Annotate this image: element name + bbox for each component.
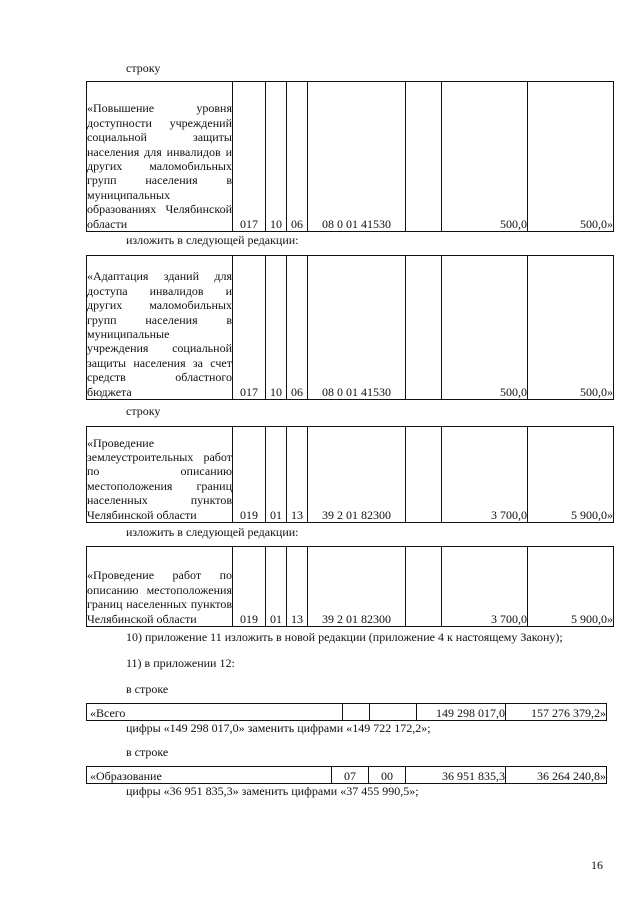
row-value-1: 500,0	[442, 82, 528, 232]
row-subsection-code: 06	[287, 256, 308, 400]
row-empty-cell	[406, 547, 442, 627]
empty-cell	[343, 704, 370, 721]
budget-row-table-2	[86, 255, 614, 400]
education-row-table	[86, 766, 607, 784]
row-section-code: 01	[266, 427, 287, 523]
row-section-code: 10	[266, 256, 287, 400]
label-in-row-2: в строке	[126, 745, 169, 759]
row-name: «Проведение землеустроительных работ по описанию местоположения границ населенных пунктов Челябинской области	[87, 427, 233, 523]
paragraph-10: 10) приложение 11 изложить в новой редакции (приложение 4 к настоящему Закону);	[126, 630, 563, 644]
row-section-code: 10	[266, 82, 287, 232]
label-new-edition-1: изложить в следующей редакции:	[126, 233, 299, 247]
label-new-edition-2: изложить в следующей редакции:	[126, 525, 299, 539]
empty-cell	[370, 704, 417, 721]
row-empty-cell	[406, 427, 442, 523]
budget-row-table-1	[86, 81, 614, 232]
total-value-1: 149 298 017,0	[417, 704, 506, 721]
row-value-2: 5 900,0»	[528, 547, 614, 627]
label-row-1: строку	[126, 61, 161, 75]
row-empty-cell	[406, 256, 442, 400]
education-subsection-code: 00	[369, 767, 406, 784]
label-in-row-1: в строке	[126, 682, 169, 696]
paragraph-11: 11) в приложении 12:	[126, 656, 235, 670]
row-ministry-code: 019	[233, 547, 266, 627]
row-target-code: 08 0 01 41530	[308, 82, 406, 232]
education-value-1: 36 951 835,3	[406, 767, 506, 784]
row-target-code: 08 0 01 41530	[308, 256, 406, 400]
row-subsection-code: 13	[287, 547, 308, 627]
page-number: 16	[591, 858, 603, 872]
row-ministry-code: 019	[233, 427, 266, 523]
row-value-1: 500,0	[442, 256, 528, 400]
label-row-2: строку	[126, 404, 161, 418]
row-empty-cell	[406, 82, 442, 232]
row-value-1: 3 700,0	[442, 547, 528, 627]
row-subsection-code: 06	[287, 82, 308, 232]
row-name: «Адаптация зданий для доступа инвалидов и других маломобильных групп населения в муниципальные учреждения социальной защиты населения за счет средств областного бюджета	[87, 256, 233, 400]
row-name: «Повышение уровня доступности учреждений социальной защиты населения для инвалидов и других маломобильных групп населения в муниципальных образованиях Челябинской области	[87, 82, 233, 232]
change-text-2: цифры «36 951 835,3» заменить цифрами «37 455 990,5»;	[126, 784, 419, 798]
row-section-code: 01	[266, 547, 287, 627]
total-label: «Всего	[87, 704, 343, 721]
row-ministry-code: 017	[233, 256, 266, 400]
row-ministry-code: 017	[233, 82, 266, 232]
row-target-code: 39 2 01 82300	[308, 547, 406, 627]
total-value-2: 157 276 379,2»	[506, 704, 607, 721]
row-target-code: 39 2 01 82300	[308, 427, 406, 523]
education-section-code: 07	[332, 767, 369, 784]
change-text-1: цифры «149 298 017,0» заменить цифрами «149 722 172,2»;	[126, 721, 431, 735]
row-value-2: 500,0»	[528, 82, 614, 232]
row-value-2: 5 900,0»	[528, 427, 614, 523]
row-name: «Проведение работ по описанию местоположения границ населенных пунктов Челябинской области	[87, 547, 233, 627]
education-value-2: 36 264 240,8»	[506, 767, 607, 784]
total-row-table	[86, 703, 607, 721]
row-value-2: 500,0»	[528, 256, 614, 400]
row-value-1: 3 700,0	[442, 427, 528, 523]
row-subsection-code: 13	[287, 427, 308, 523]
budget-row-table-4	[86, 546, 614, 627]
education-label: «Образование	[87, 767, 332, 784]
budget-row-table-3	[86, 426, 614, 523]
